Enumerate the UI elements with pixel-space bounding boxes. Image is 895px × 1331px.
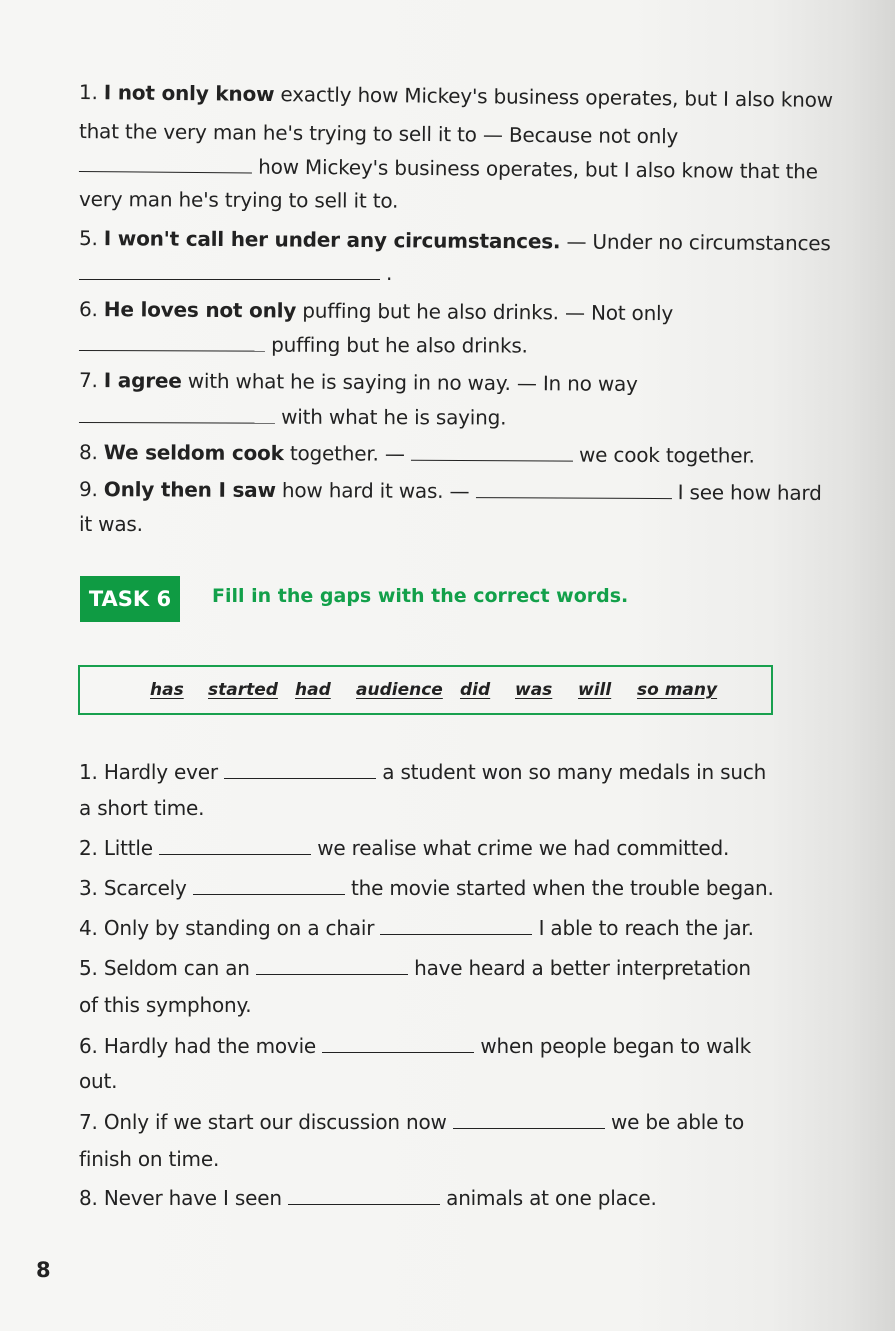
task-6-badge: TASK 6 [80, 576, 180, 622]
task6-item-5: 5. Seldom can an have heard a better interpretation [79, 956, 751, 980]
item-9-line-2: it was. [79, 512, 143, 536]
answer-gap[interactable] [79, 334, 265, 352]
task6-item-3: 3. Scarcely the movie started when the trouble began. [79, 876, 774, 900]
answer-gap[interactable] [79, 155, 252, 174]
item-9-line-1: 9. Only then I saw how hard it was. — I see how hard [78, 477, 822, 505]
answer-gap[interactable] [475, 481, 671, 499]
word-bank-item: started [208, 680, 278, 700]
task6-item-1-cont: a short time. [79, 796, 205, 820]
word-bank-item: audience [356, 680, 443, 700]
task6-item-6-cont: out. [79, 1069, 118, 1093]
answer-gap[interactable] [256, 958, 408, 975]
item-1-bold: I not only know [103, 80, 275, 107]
task6-item-6: 6. Hardly had the movie when people began to walk [79, 1034, 752, 1058]
task6-item-2: 2. Little we realise what crime we had committed. [79, 836, 730, 860]
item-5-line-1: 5. I won't call her under any circumstances. — Under no circumstances [78, 226, 831, 256]
item-5-line-2: . [79, 261, 392, 285]
page-number: 8 [36, 1258, 51, 1282]
word-bank-item: so many [637, 680, 718, 700]
task6-item-4: 4. Only by standing on a chair I able to reach the jar. [79, 916, 754, 940]
word-bank-item: has [150, 680, 184, 700]
item-6-line-2: puffing but he also drinks. [79, 332, 528, 358]
word-bank-item: will [578, 680, 612, 700]
item-6-line-1: 6. He loves not only puffing but he also drinks. — Not only [78, 297, 674, 326]
item-1-line-2: that the very man he's trying to sell it to — Because not only [78, 119, 679, 149]
answer-gap[interactable] [453, 1112, 605, 1129]
answer-gap[interactable] [288, 1188, 440, 1205]
word-bank-item: was [515, 680, 553, 700]
answer-gap[interactable] [193, 878, 345, 895]
answer-gap[interactable] [411, 444, 573, 462]
answer-gap[interactable] [380, 918, 532, 935]
task6-item-5-cont: of this symphony. [79, 993, 252, 1017]
task6-item-7: 7. Only if we start our discussion now we be able to [79, 1110, 745, 1134]
task6-item-7-cont: finish on time. [79, 1147, 220, 1171]
word-bank-item: did [460, 680, 491, 700]
answer-gap[interactable] [322, 1036, 474, 1053]
answer-gap[interactable] [79, 263, 380, 280]
answer-gap[interactable] [224, 762, 376, 779]
word-bank [78, 665, 773, 715]
answer-gap[interactable] [159, 838, 311, 855]
task-6-instruction: Fill in the gaps with the correct words. [212, 585, 629, 607]
item-7-line-2: with what he is saying. [79, 404, 506, 429]
item-7-line-1: 7. I agree with what he is saying in no way. — In no way [78, 368, 638, 396]
task6-item-8: 8. Never have I seen animals at one place. [79, 1186, 657, 1210]
task6-item-1: 1. Hardly ever a student won so many medals in such [79, 760, 767, 784]
word-bank-item: had [295, 680, 331, 700]
item-1-line-4: very man he's trying to sell it to. [78, 187, 399, 213]
item-8: 8. We seldom cook together. — we cook together. [78, 440, 755, 468]
item-1-line-1: 1. I not only know exactly how Mickey's business operates, but I also know [78, 80, 833, 112]
answer-gap[interactable] [79, 406, 275, 424]
item-1-line-3: how Mickey's business operates, but I also know that the [79, 153, 818, 183]
